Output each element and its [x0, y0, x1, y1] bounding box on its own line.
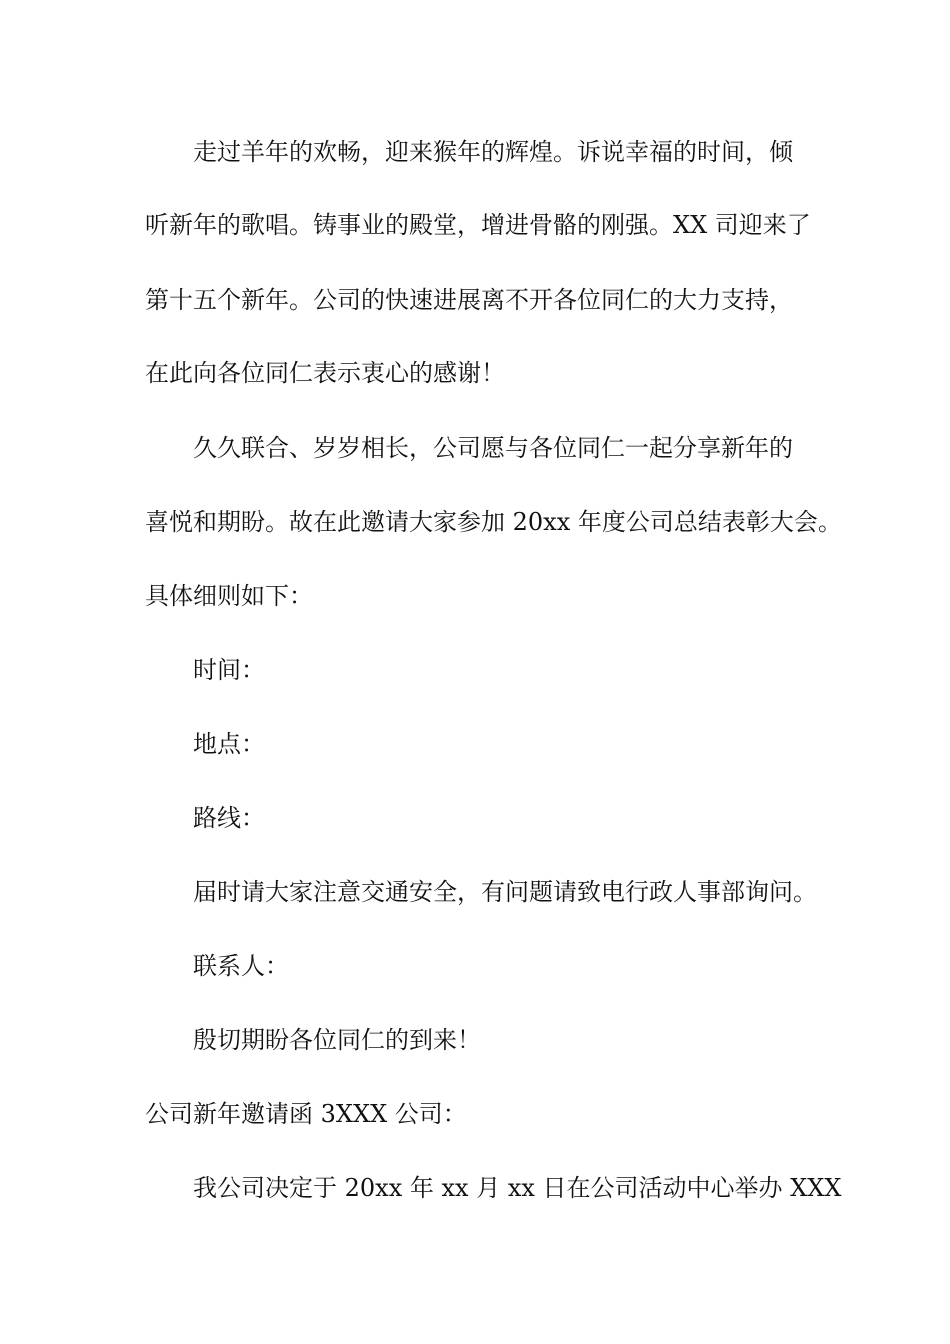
paragraph-2-line-2: 喜悦和期盼。故在此邀请大家参加 20xx 年度公司总结表彰大会。	[145, 508, 842, 536]
paragraph-2-line-1: 久久联合、岁岁相长，公司愿与各位同仁一起分享新年的	[193, 434, 793, 462]
paragraph-1-line-2: 听新年的歌唱。铸事业的殿堂，增进骨骼的刚强。XX 司迎来了	[145, 211, 811, 239]
paragraph-1-line-1: 走过羊年的欢畅，迎来猴年的辉煌。诉说幸福的时间，倾	[193, 138, 793, 166]
paragraph-3-line-1: 我公司决定于 20xx 年 xx 月 xx 日在公司活动中心举办 XXX	[193, 1174, 842, 1202]
time-line: 时间：	[193, 656, 265, 684]
paragraph-2-line-3: 具体细则如下：	[145, 582, 313, 610]
section-heading: 公司新年邀请函 3XXX 公司：	[145, 1100, 467, 1128]
route-line: 路线：	[193, 804, 265, 832]
paragraph-1-line-4: 在此向各位同仁表示衷心的感谢！	[145, 359, 505, 387]
location-line: 地点：	[193, 730, 265, 758]
contact-line: 联系人：	[193, 952, 289, 980]
paragraph-1-line-3: 第十五个新年。公司的快速进展离不开各位同仁的大力支持，	[145, 286, 793, 314]
notice-line: 届时请大家注意交通安全，有问题请致电行政人事部询问。	[193, 878, 817, 906]
closing-line: 殷切期盼各位同仁的到来！	[193, 1026, 481, 1054]
